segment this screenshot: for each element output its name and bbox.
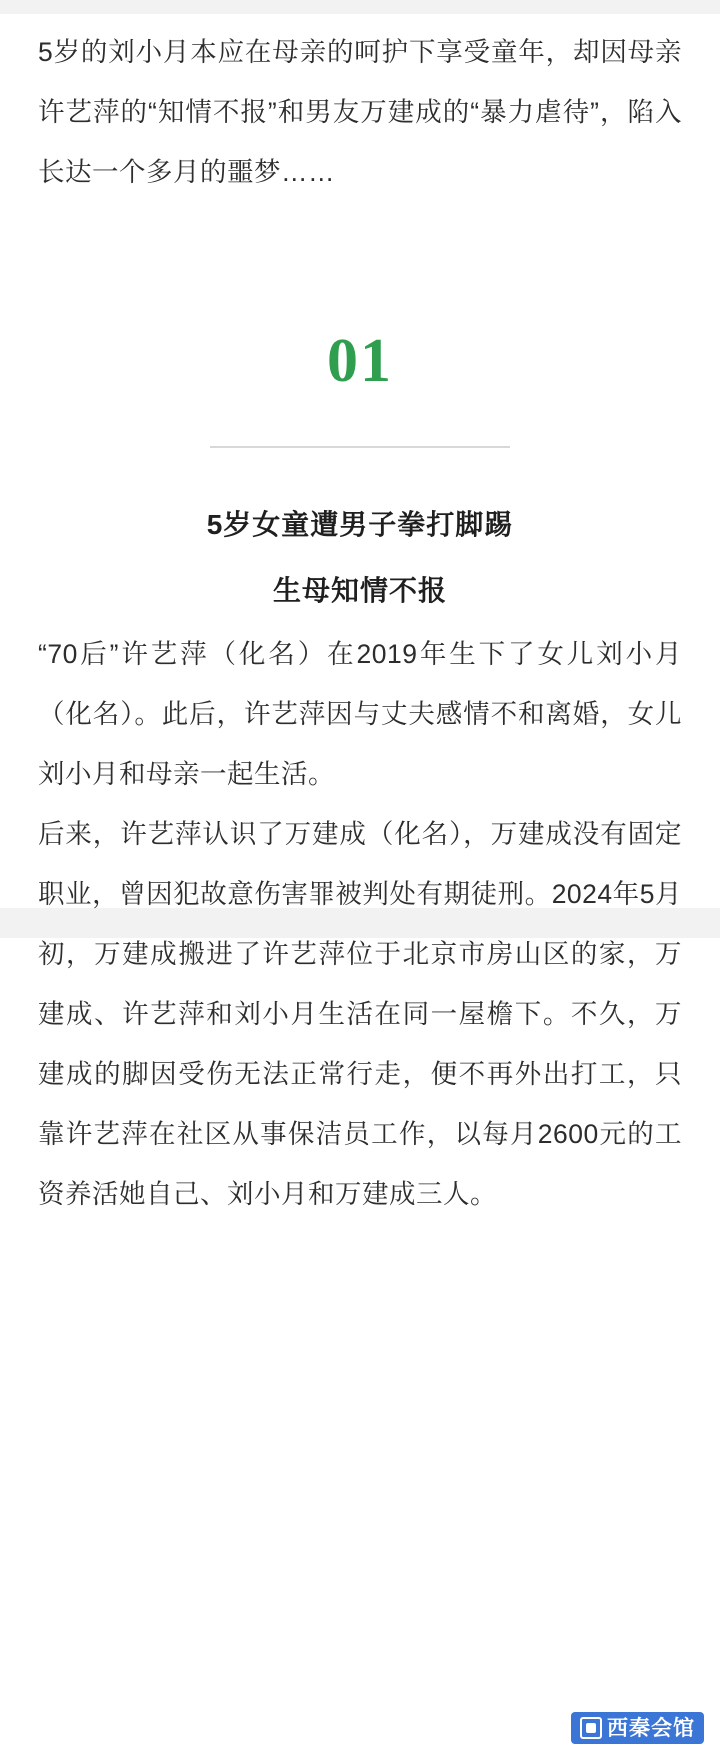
logo-badge-icon	[580, 1717, 602, 1739]
section-number: 01	[327, 327, 393, 395]
section-divider	[210, 446, 510, 448]
body-paragraph-1: “70后”许艺萍（化名）在2019年生下了女儿刘小月（化名）。此后，许艺萍因与丈夫感情不和离婚，女儿刘小月和母亲一起生活。	[38, 639, 682, 789]
watermark-label: 西秦会馆	[607, 1716, 695, 1740]
watermark-badge	[571, 1712, 704, 1744]
body-paragraph-2: 后来，许艺萍认识了万建成（化名），万建成没有固定职业，曾因犯故意伤害罪被判处有期徒刑。2024年5月初，万建成搬进了许艺萍位于北京市房山区的家，万建成、许艺萍和刘小月生活在同一屋檐下。不久，万建成的脚因受伤无法正常行走，便不再外出打工，只靠许艺萍在社区从事保洁员工作，以每月2600元的工资养活她自己、刘小月和万建成三人。	[38, 819, 682, 1209]
section-title-line-2: 生母知情不报	[272, 575, 447, 606]
section-marker	[38, 327, 682, 448]
lead-paragraph: 5岁的刘小月本应在母亲的呵护下享受童年，却因母亲许艺萍的“知情不报”和男友万建成的“暴力虐待”，陷入长达一个多月的噩梦……	[38, 37, 682, 187]
section-title-line-1: 5岁女童遭男子拳打脚踢	[206, 509, 514, 540]
watermark	[571, 1712, 704, 1744]
